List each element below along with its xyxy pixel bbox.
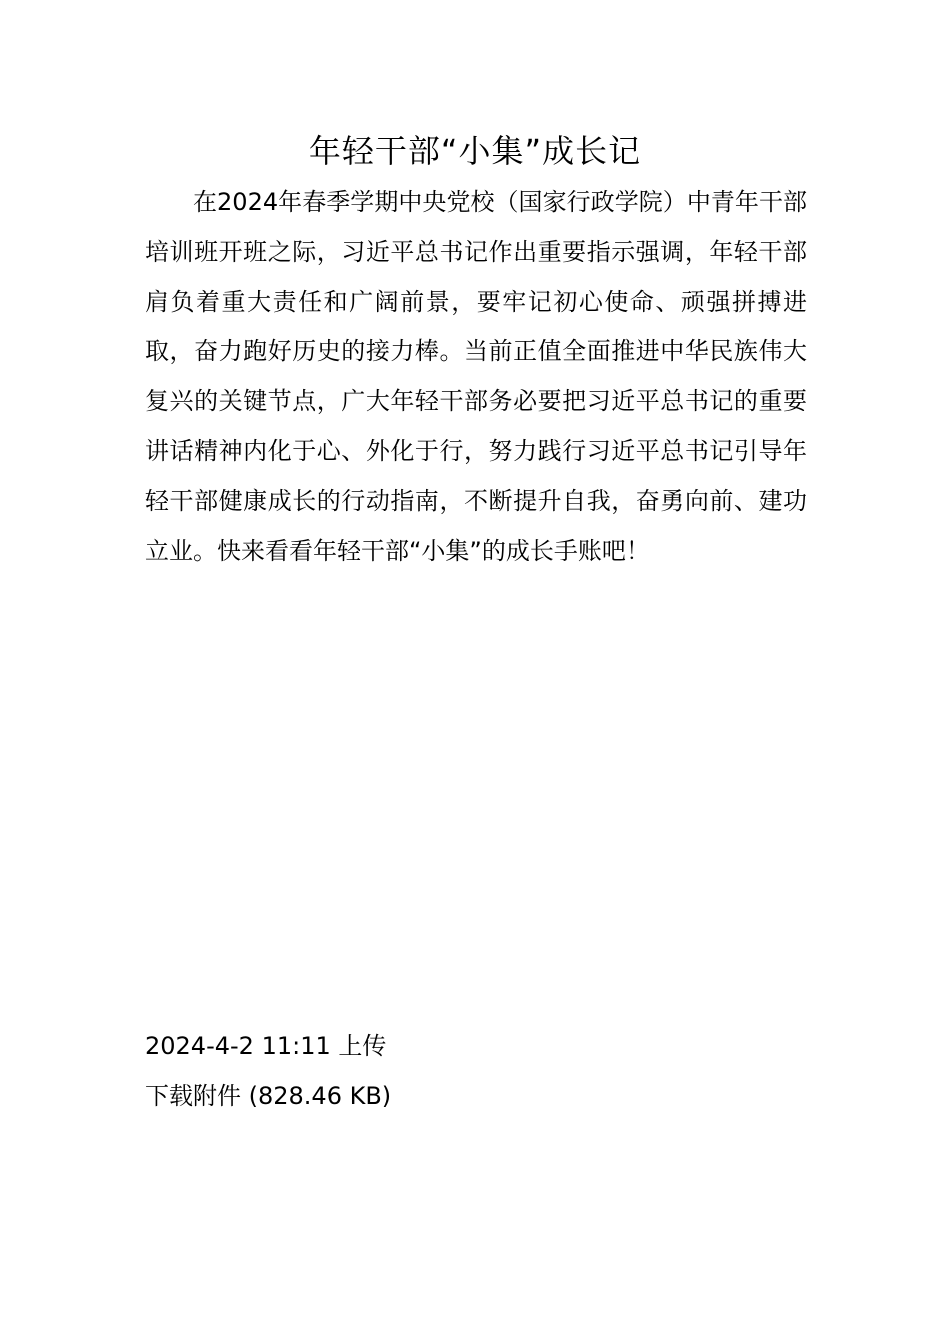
upload-timestamp: 2024-4-2 11:11 上传 xyxy=(145,1032,387,1060)
article-title: 年轻干部“小集”成长记 xyxy=(308,132,642,170)
article-body: 在2024年春季学期中央党校（国家行政学院）中青年干部培训班开班之际，习近平总书记作出重要指示强调，年轻干部肩负着重大责任和广阔前景，要牢记初心使命、顽强拼搏进取，奋力跑好历史的接力棒。当前正值全面推进中华民族伟大复兴的关键节点，广大年轻干部务必要把习近平总书记的重要讲话精神内化于心、外化于行，努力践行习近平总书记引导年轻干部健康成长的行动指南，不断提升自我，奋勇向前、建功立业。快来看看年轻干部“小集”的成长手账吧！ xyxy=(145,188,807,565)
download-attachment-link[interactable]: 下载附件 (828.46 KB) xyxy=(145,1082,392,1110)
